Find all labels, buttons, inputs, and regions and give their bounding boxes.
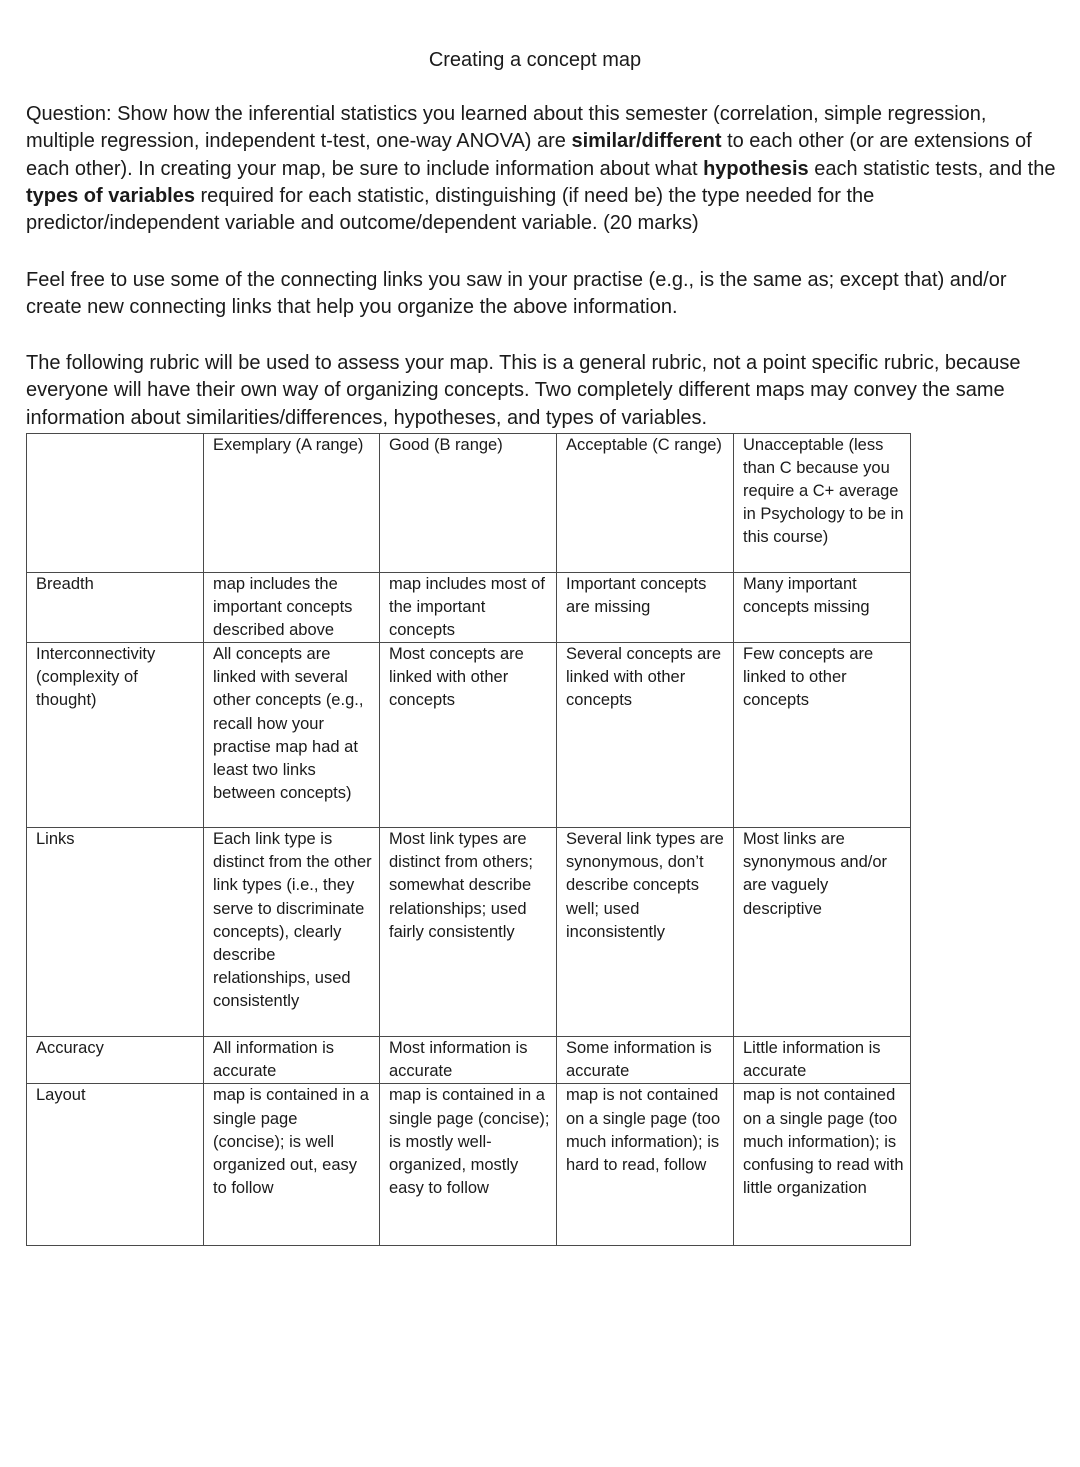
question-paragraph xyxy=(26,101,1056,237)
rubric-cell: All information is accurate xyxy=(204,1037,380,1084)
rubric-cell: Several concepts are linked with other concepts xyxy=(557,643,734,828)
rubric-cell: Many important concepts missing xyxy=(734,573,911,643)
question-bold-hypothesis: hypothesis xyxy=(703,157,809,180)
rubric-cell: Few concepts are linked to other concepts xyxy=(734,643,911,828)
rubric-header-unacceptable: Unacceptable (less than C because you require a C+ average in Psychology to be in this course) xyxy=(734,434,911,573)
rubric-table xyxy=(26,433,911,1246)
rubric-cell: Most links are synonymous and/or are vaguely descriptive xyxy=(734,828,911,1037)
rubric-header-acceptable: Acceptable (C range) xyxy=(557,434,734,573)
rubric-header-good: Good (B range) xyxy=(380,434,557,573)
criterion-cell: Layout xyxy=(27,1084,204,1246)
criterion-cell: Breadth xyxy=(27,573,204,643)
question-bold-similar-different: similar/different xyxy=(571,130,722,153)
page-title: Creating a concept map xyxy=(428,49,642,71)
rubric-intro-paragraph: The following rubric will be used to assess your map. This is a general rubric, not a point specific rubric, because everyone will have their own way of organizing concepts. Two completely different maps may convey the same information about similarities/differences, hypotheses, and types of variables. xyxy=(26,352,1021,429)
rubric-cell: Some information is accurate xyxy=(557,1037,734,1084)
criterion-cell: Accuracy xyxy=(27,1037,204,1084)
rubric-row-breadth xyxy=(27,573,911,643)
rubric-cell: map is not contained on a single page (too much information); is hard to read, follow xyxy=(557,1084,734,1246)
rubric-cell: map includes most of the important concepts xyxy=(380,573,557,643)
rubric-cell: Most information is accurate xyxy=(380,1037,557,1084)
question-text-1: Question: Show how the inferential statistics you learned about this semester (correlation, simple regression, multiple regression, independent t-test, one-way ANOVA) are xyxy=(26,103,987,153)
rubric-cell: map is contained in a single page (concise); is well organized out, easy to follow xyxy=(204,1084,380,1246)
rubric-cell: map is contained in a single page (concise); is mostly well-organized, mostly easy to follow xyxy=(380,1084,557,1246)
question-text-2: to each other (or are extensions of each other). In creating your map, be sure to include information about what xyxy=(26,130,1032,180)
rubric-row-layout xyxy=(27,1084,911,1246)
rubric-row-links xyxy=(27,828,911,1037)
criterion-cell: Links xyxy=(27,828,204,1037)
rubric-cell: Important concepts are missing xyxy=(557,573,734,643)
rubric-cell: map is not contained on a single page (too much information); is confusing to read with little organization xyxy=(734,1084,911,1246)
rubric-cell: Each link type is distinct from the other link types (i.e., they serve to discriminate concepts), clearly describe relationships, used consistently xyxy=(204,828,380,1037)
rubric-header-corner xyxy=(27,434,204,573)
question-text-3: each statistic tests, and the xyxy=(808,157,1056,180)
criterion-cell: Interconnectivity (complexity of thought) xyxy=(27,643,204,828)
rubric-cell: Most link types are distinct from others; somewhat describe relationships; used fairly consistently xyxy=(380,828,557,1037)
rubric-cell: Several link types are synonymous, don’t describe concepts well; used inconsistently xyxy=(557,828,734,1037)
rubric-cell: map includes the important concepts described above xyxy=(204,573,380,643)
rubric-header-exemplary: Exemplary (A range) xyxy=(204,434,380,573)
links-note-paragraph: Feel free to use some of the connecting links you saw in your practise (e.g., is the same as; except that) and/or create new connecting links that help you organize the above information. xyxy=(26,269,1007,319)
rubric-cell: Little information is accurate xyxy=(734,1037,911,1084)
rubric-cell: All concepts are linked with several other concepts (e.g., recall how your practise map had at least two links between concepts) xyxy=(204,643,380,828)
rubric-row-interconnectivity xyxy=(27,643,911,828)
question-text-4: required for each statistic, distinguishing (if need be) the type needed for the predictor/independent variable and outcome/dependent variable. (20 marks) xyxy=(26,184,875,235)
question-bold-types-of-variables: types of variables xyxy=(26,184,195,207)
rubric-header-row xyxy=(27,434,911,573)
rubric-row-accuracy xyxy=(27,1037,911,1084)
rubric-cell: Most concepts are linked with other concepts xyxy=(380,643,557,828)
